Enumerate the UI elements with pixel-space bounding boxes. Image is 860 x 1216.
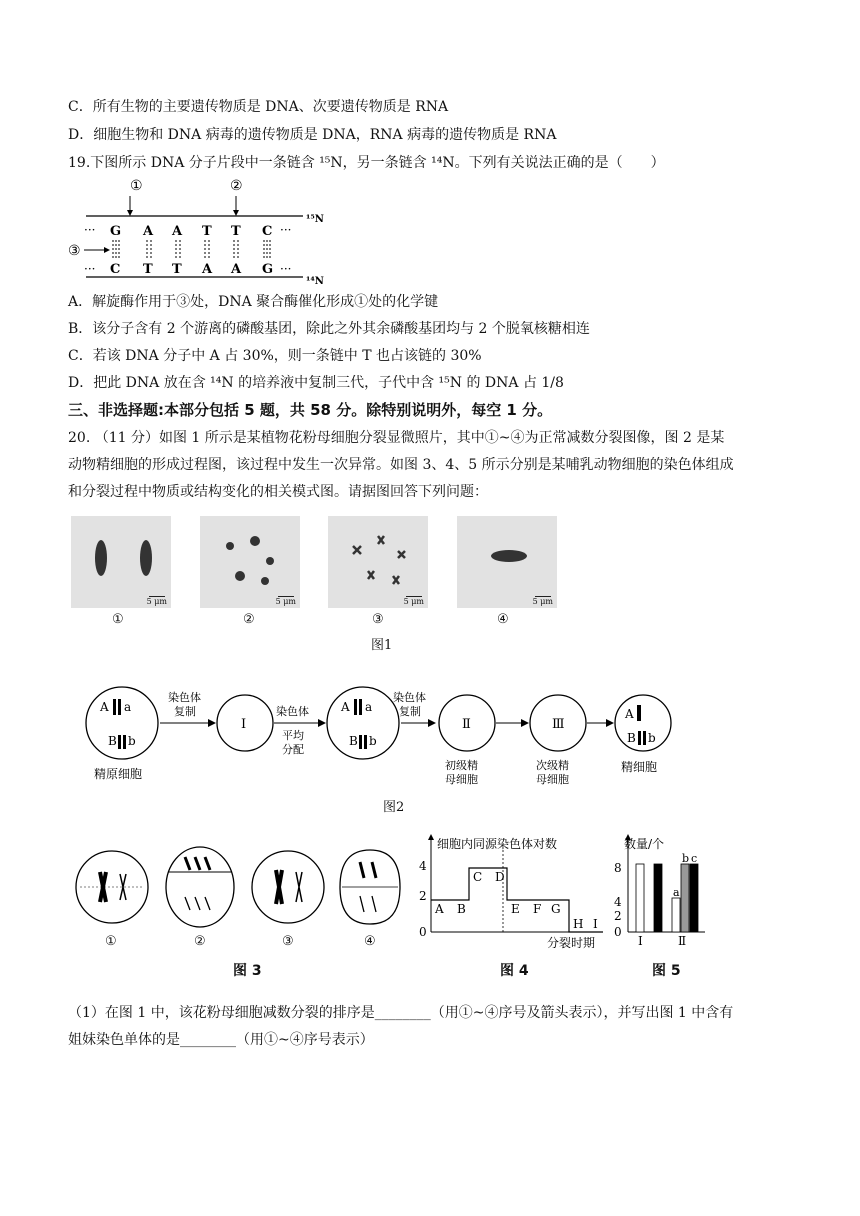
q19-option-c: C．若该 DNA 分子中 A 占 30%，则一条链中 T 也占该链的 30%: [68, 348, 482, 364]
cell-label-II: Ⅱ: [462, 717, 471, 732]
y-axis-label: 细胞内同源染色体对数: [437, 837, 558, 851]
figure-5-caption: 图 5: [652, 963, 681, 979]
figure-1-caption: 图1: [371, 638, 393, 653]
cell-label-2: ②: [194, 934, 206, 949]
scale-label: 5 μm: [532, 597, 553, 606]
gene-a: a: [124, 700, 132, 714]
group-label-II: Ⅱ: [678, 934, 687, 948]
bar-label-a: a: [673, 886, 680, 899]
ellipsis-top-left: ···: [84, 223, 96, 237]
base-bottom-3: T: [172, 262, 182, 277]
arrow-1-label-1: 染色体: [168, 691, 201, 704]
base-top-3: A: [172, 224, 183, 239]
bar-c-1: [690, 864, 698, 932]
chromosome-cluster-image: [71, 516, 171, 608]
y-tick-4: 4: [614, 895, 622, 909]
sub-label-secondary-1: 次级精: [536, 759, 569, 772]
y-axis-label: 数量/个: [624, 837, 665, 851]
gene-A: A: [341, 700, 350, 714]
figure-3-cells: [70, 842, 420, 937]
point-label-D: D: [495, 870, 505, 884]
y-tick-2: 2: [419, 889, 427, 903]
cell-label-III: Ⅲ: [552, 717, 565, 732]
q20-stem-line-1: 20. （11 分）如图 1 所示是某植物花粉母细胞分裂显微照片，其中①~④为正常减数分裂图像，图 2 是某: [68, 430, 725, 446]
cell-3: [252, 851, 324, 923]
figure-4-caption: 图 4: [500, 963, 529, 979]
base-bottom-1: C: [110, 262, 121, 277]
figure-3-caption: 图 3: [233, 963, 262, 979]
q20-part1-line-2: 姐妹染色单体的是________（用①~④序号表示）: [68, 1032, 374, 1048]
chromosome-cluster-image: [457, 516, 557, 608]
x-axis-label: 分裂时期: [547, 936, 596, 950]
arrow-2-label-1: 染色体: [276, 705, 309, 718]
scale-label: 5 μm: [403, 597, 424, 606]
group-label-I: I: [638, 934, 643, 948]
label-15n: ¹⁵N: [306, 214, 324, 225]
micrograph-label-1: ①: [112, 612, 124, 627]
arrow-3-label-2: 复制: [399, 705, 421, 718]
point-label-A: A: [435, 902, 444, 916]
cell-4: [340, 850, 400, 924]
gene-a: a: [365, 700, 373, 714]
gene-B: B: [108, 734, 117, 748]
q18-option-d: D．细胞生物和 DNA 病毒的遗传物质是 DNA，RNA 病毒的遗传物质是 RNA: [68, 127, 557, 143]
ellipsis-top-right: ···: [280, 223, 292, 237]
base-bottom-2: T: [143, 262, 153, 277]
cell-1: [76, 851, 148, 923]
sub-label-secondary-2: 母细胞: [536, 773, 569, 786]
gene-A: A: [100, 700, 109, 714]
micrograph-label-4: ④: [497, 612, 509, 627]
dna-figure: [68, 174, 338, 290]
q19-option-d: D．把此 DNA 放在含 ¹⁴N 的培养液中复制三代，子代中含 ¹⁵N 的 DNA 占 1/8: [68, 375, 564, 391]
arrow-1-label-2: 复制: [174, 705, 196, 718]
micrograph-2: [200, 516, 300, 608]
q18-option-c: C．所有生物的主要遗传物质是 DNA、次要遗传物质是 RNA: [68, 99, 449, 115]
micrograph-3: [328, 516, 428, 608]
q20-part1-line-1: （1）在图 1 中，该花粉母细胞减数分裂的排序是________（用①~④序号及箭头表示），并写出图 1 中含有: [68, 1005, 734, 1021]
section-3-heading: 三、非选择题:本部分包括 5 题，共 58 分。除特别说明外，每空 1 分。: [68, 401, 553, 419]
base-bottom-5: A: [231, 262, 242, 277]
sub-label-primary-1: 初级精: [445, 759, 478, 772]
point-label-B: B: [457, 902, 466, 916]
micrograph-1: [71, 516, 171, 608]
gene-A: A: [625, 707, 634, 721]
point-label-G: G: [551, 902, 561, 916]
base-top-2: A: [143, 224, 154, 239]
marker-2: ②: [230, 178, 243, 194]
figure-4-chart: [415, 830, 605, 955]
ellipsis-bottom-right: ···: [280, 262, 292, 276]
gene-B: B: [349, 734, 358, 748]
marker-1: ①: [130, 178, 143, 194]
micrograph-4: [457, 516, 557, 608]
ellipsis-bottom-left: ···: [84, 262, 96, 276]
cell-label-4: ④: [364, 934, 376, 949]
arrow-3-label-1: 染色体: [393, 691, 426, 704]
figure-5-chart: [610, 830, 710, 955]
bar-label-b: b: [682, 852, 690, 865]
figure-2-caption: 图2: [383, 800, 405, 815]
y-tick-8: 8: [614, 861, 622, 875]
scale-label: 5 μm: [146, 597, 167, 606]
y-tick-2: 2: [614, 909, 622, 923]
gene-B: B: [627, 731, 636, 745]
bar-label-c: c: [691, 852, 698, 865]
gene-b: b: [128, 734, 136, 748]
point-label-I: I: [593, 917, 598, 931]
q20-stem-line-2: 动物精细胞的形成过程图，该过程中发生一次异常。如图 3、4、5 所示分别是某哺乳动物细胞的染色体组成: [68, 457, 734, 473]
sub-label-primary-2: 母细胞: [445, 773, 478, 786]
label-14n: ¹⁴N: [306, 276, 324, 287]
base-bottom-6: G: [262, 262, 274, 277]
base-top-1: G: [110, 224, 122, 239]
y-tick-4: 4: [419, 859, 427, 873]
point-label-H: H: [573, 917, 584, 931]
y-tick-0: 0: [614, 925, 622, 939]
y-tick-0: 0: [419, 925, 427, 939]
cell-2: [166, 847, 234, 927]
arrow-2-label-3: 分配: [282, 743, 304, 756]
cell-label-I: I: [241, 717, 247, 732]
micrograph-label-2: ②: [243, 612, 255, 627]
point-label-C: C: [473, 870, 483, 884]
base-top-6: C: [262, 224, 273, 239]
bar-a-1: [672, 898, 680, 932]
bar-b-1: [681, 864, 689, 932]
cell-label-1: ①: [105, 934, 117, 949]
sub-label-spermatogonium: 精原细胞: [94, 767, 143, 781]
q19-option-a: A．解旋酶作用于③处，DNA 聚合酶催化形成①处的化学键: [68, 294, 439, 310]
gene-b: b: [369, 734, 377, 748]
arrow-2-label-2: 平均: [282, 729, 304, 742]
chromosome-cluster-image: [328, 516, 428, 608]
point-label-E: E: [511, 902, 520, 916]
micrograph-label-3: ③: [372, 612, 384, 627]
cell-label-3: ③: [282, 934, 294, 949]
scale-label: 5 μm: [275, 597, 296, 606]
bar-a-0: [636, 864, 644, 932]
sub-label-sperm: 精细胞: [621, 760, 658, 774]
point-label-F: F: [533, 902, 542, 916]
q20-stem-line-3: 和分裂过程中物质或结构变化的相关模式图。请据图回答下列问题：: [68, 484, 488, 500]
q19-stem: 19.下图所示 DNA 分子片段中一条链含 ¹⁵N，另一条链含 ¹⁴N。下列有关说法正确的是（ ）: [68, 155, 665, 171]
gene-b: b: [648, 731, 656, 745]
q19-option-b: B．该分子含有 2 个游离的磷酸基团，除此之外其余磷酸基团均与 2 个脱氧核糖相连: [68, 321, 590, 337]
base-top-5: T: [231, 224, 241, 239]
bar-c-0: [654, 864, 662, 932]
base-bottom-4: A: [202, 262, 213, 277]
base-top-4: T: [202, 224, 212, 239]
figure-2-diagram: [80, 683, 720, 793]
marker-3: ③: [68, 243, 81, 259]
chromosome-cluster-image: [200, 516, 300, 608]
